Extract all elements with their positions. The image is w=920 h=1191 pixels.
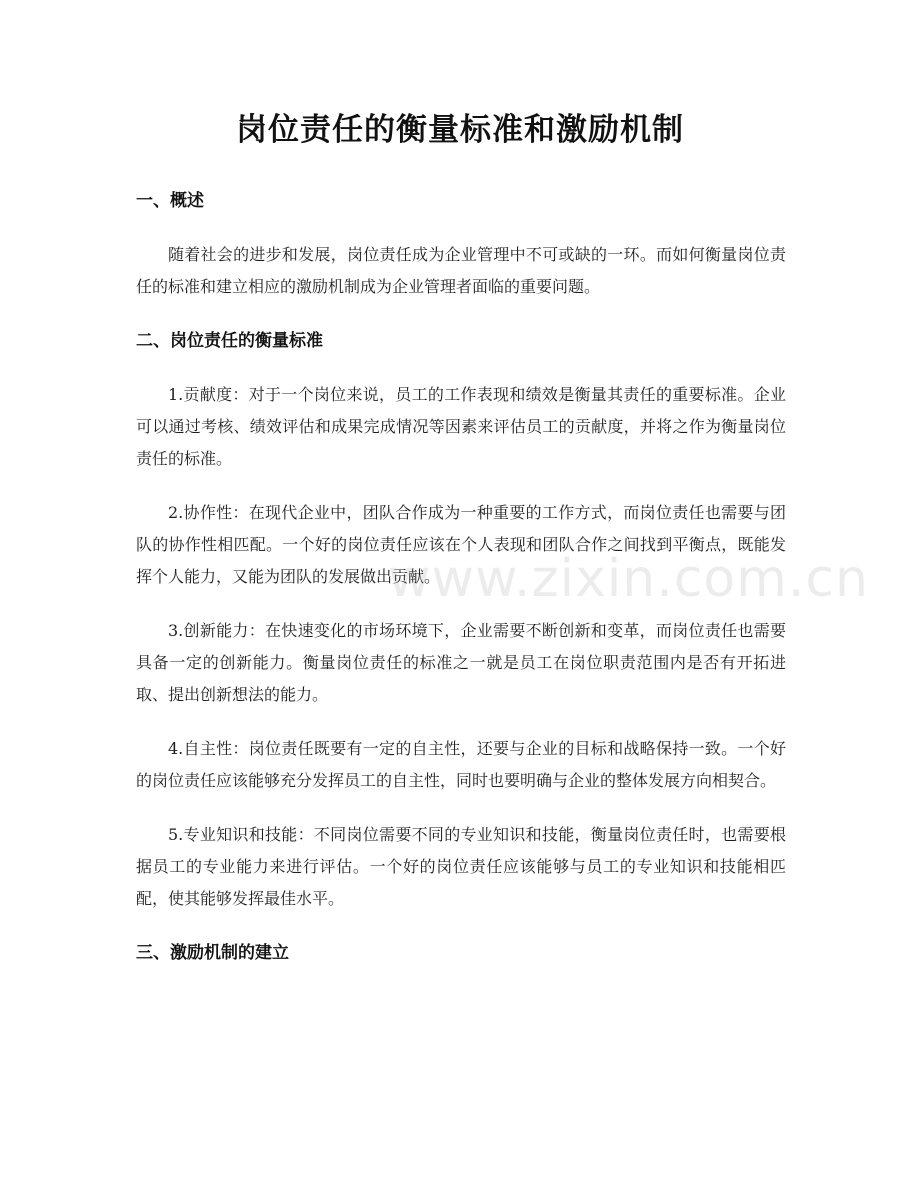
standard-item-contribution: 1.贡献度：对于一个岗位来说，员工的工作表现和绩效是衡量其责任的重要标准。企业可以通过考核、绩效评估和成果完成情况等因素来评估员工的贡献度，并将之作为衡量岗位责任的标准。	[136, 385, 786, 468]
document-body	[136, 185, 786, 969]
section-heading-standards: 二、岗位责任的衡量标准	[136, 331, 323, 351]
document-title: 岗位责任的衡量标准和激励机制	[236, 112, 684, 148]
section-heading-overview: 一、概述	[136, 191, 204, 211]
watermark: www.zixin.com.cn	[388, 549, 869, 609]
section-heading-incentives: 三、激励机制的建立	[136, 943, 289, 963]
overview-paragraph: 随着社会的进步和发展，岗位责任成为企业管理中不可或缺的一环。而如何衡量岗位责任的标准和建立相应的激励机制成为企业管理者面临的重要问题。	[136, 245, 786, 296]
standard-item-collaboration: 2.协作性：在现代企业中，团队合作成为一种重要的工作方式，而岗位责任也需要与团队的协作性相匹配。一个好的岗位责任应该在个人表现和团队合作之间找到平衡点，既能发挥个人能力，又能为团队的发展做出贡献。	[136, 503, 786, 586]
standard-item-autonomy: 4.自主性：岗位责任既要有一定的自主性，还要与企业的目标和战略保持一致。一个好的岗位责任应该能够充分发挥员工的自主性，同时也要明确与企业的整体发展方向相契合。	[136, 739, 786, 790]
standard-item-expertise: 5.专业知识和技能：不同岗位需要不同的专业知识和技能，衡量岗位责任时，也需要根据员工的专业能力来进行评估。一个好的岗位责任应该能够与员工的专业知识和技能相匹配，使其能够发挥最佳水平。	[136, 825, 786, 908]
standard-item-innovation: 3.创新能力：在快速变化的市场环境下，企业需要不断创新和变革，而岗位责任也需要具备一定的创新能力。衡量岗位责任的标准之一就是员工在岗位职责范围内是否有开拓进取、提出创新想法的能力。	[136, 621, 786, 704]
